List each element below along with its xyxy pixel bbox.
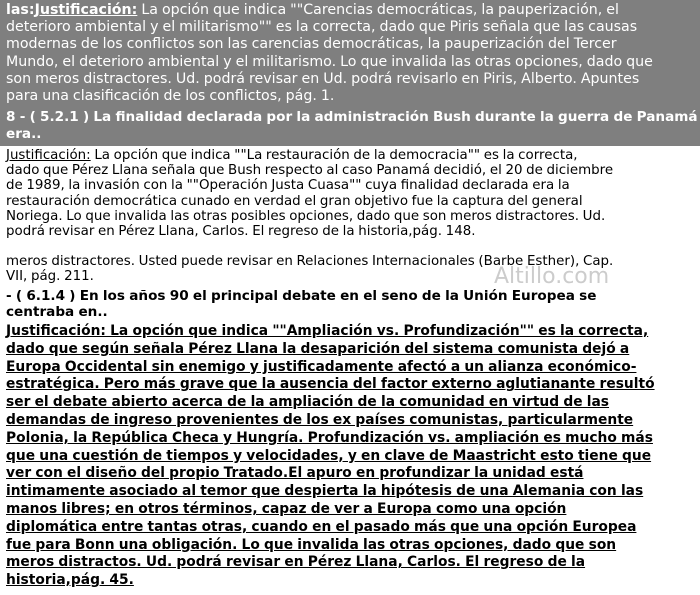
text-line: intimamente asociado al temor que despierta la hipótesis de una Alemania con las xyxy=(6,483,644,500)
prefix-label: las: xyxy=(6,2,35,18)
text-line: podrá revisar en Pérez Llana, Carlos. El regreso de la historia,pág. 148. xyxy=(6,224,476,240)
text-line: dado que Pérez Llana señala que Bush respecto al caso Panamá decidió, el 20 de diciembre xyxy=(6,163,614,179)
text-line: fue para Bonn una obligación. Lo que invalida las otras opciones, dado que son xyxy=(6,536,617,553)
text-line: Europa Occidental sin enemigo y justificadamente afectó a un alianza económico- xyxy=(6,358,637,375)
text-line: Polonia, la República Checa y Hungría. Profundización vs. ampliación es mucho más xyxy=(6,429,653,446)
text-line: era.. xyxy=(6,126,42,142)
text-line: para una clasificación de los conflictos, pág. 1. xyxy=(6,88,335,105)
justification-label: Justificación: xyxy=(34,2,138,18)
question-8-heading xyxy=(6,109,696,143)
justification-paragraph-2 xyxy=(6,148,696,239)
text-line: son meros distractores. Ud. podrá revisar en Ud. podrá revisarlo en Piris, Alberto. Apuntes xyxy=(6,70,640,87)
text-line: modernas de los conflictos son las carencias democráticas, la pauperización del Tercer xyxy=(6,36,617,53)
text-line: diplomática entre tantas otras, cuando en el pasado más que una opción Europea xyxy=(6,518,637,535)
justification-paragraph-3 xyxy=(6,323,696,590)
text-line: Mundo, el deterioro ambiental y el militarismo. Lo que invalida las otras opciones, dado que xyxy=(6,53,653,70)
text-line: demandas de ingreso provenientes de los ex países comunistas, particularmente xyxy=(6,411,634,428)
text-line: que una cuestión de tiempos y velocidades, y en clave de Maastricht esto tiene que xyxy=(6,447,652,464)
text-line xyxy=(6,2,696,19)
text-line: estratégica. Pero más grave que la ausencia del factor externo aglutianante resultó xyxy=(6,376,655,393)
justification-paragraph-1 xyxy=(6,2,696,105)
justification-label: Justificación: xyxy=(6,148,91,163)
text-line: VII, pág. 211. xyxy=(6,269,94,285)
text-line: centraba en.. xyxy=(6,304,108,320)
text-line: ver con el diseño del propio Tratado.El apuro en profundizar la unidad está xyxy=(6,465,584,482)
text-line xyxy=(6,148,696,163)
watermark: Altillo.com xyxy=(494,264,610,289)
text-line: restauración democrática cunado en verdad el gran objetivo fue la captura del general xyxy=(6,193,583,209)
text-line: Noriega. Lo que invalida las otras posibles opciones, dado que son meros distractores. Ud. xyxy=(6,208,606,224)
text-line: - ( 6.1.4 ) En los años 90 el principal debate en el seno de la Unión Europea se xyxy=(6,288,597,304)
text-line: ser el debate abierto acerca de la ampliación de la comunidad en virtud de las xyxy=(6,394,610,411)
text-segment: La opción que indica ""Carencias democráticas, la pauperización, el xyxy=(137,2,619,18)
text-line: meros distractores. Usted puede revisar en Relaciones Internacionales (Barbe Esther), Cap. xyxy=(6,254,614,269)
text-line: manos libres; en otros términos, capaz de ver a Europa como una opción xyxy=(6,500,567,517)
text-segment: La opción que indica ""La restauración de la democracia"" es la correcta, xyxy=(90,148,578,163)
text-line: deterioro ambiental y el militarismo"" es la correcta, dado que Piris señala que las causas xyxy=(6,19,638,36)
question-6-1-4-heading xyxy=(6,288,696,320)
text-line: 8 - ( 5.2.1 ) La finalidad declarada por la administración Bush durante la guerra de Panamá xyxy=(6,109,698,125)
text-line: historia,pág. 45. xyxy=(6,572,134,589)
text-line: Justificación: La opción que indica ""Ampliación vs. Profundización"" es la correcta, xyxy=(6,323,649,339)
text-line: meros distractos. Ud. podrá revisar en Pérez Llana, Carlos. El regreso de la xyxy=(6,554,586,571)
text-line: dado que según señala Pérez Llana la desaparición del sistema comunista dejó a xyxy=(6,340,630,357)
highlighted-answer-block xyxy=(0,0,700,146)
text-line: de 1989, la invasión con la ""Operación Justa Cuasa"" cuya finalidad declarada era la xyxy=(6,178,570,194)
